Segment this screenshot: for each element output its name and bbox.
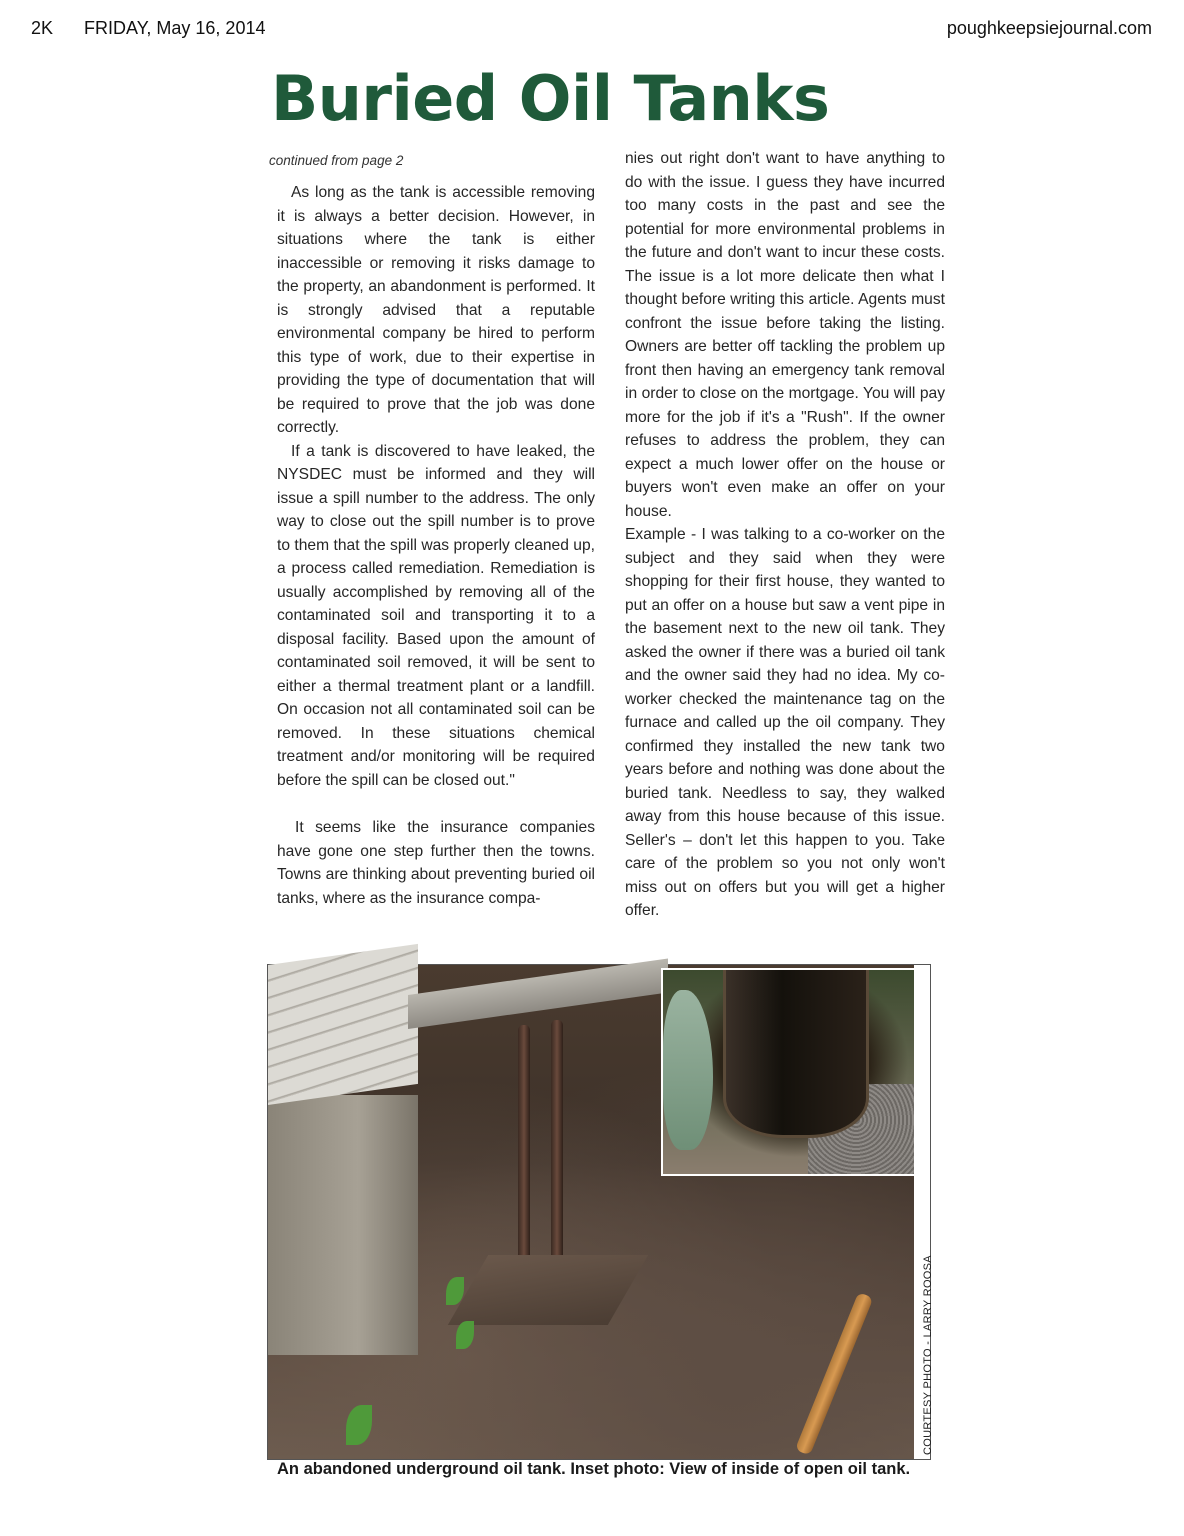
paragraph-accessible-tank: As long as the tank is accessible removing it is always a better decision. However, in situations where the tank is either inaccessible or removing it risks damage to the property, an abandonment is performed. It is strongly advised that a reputable environmental company be hired to perform this type of work, due to their expertise in providing the type of documentation that will be required to prove that the job was done correctly. bbox=[277, 184, 595, 436]
article-headline: Buried Oil Tanks bbox=[271, 62, 830, 135]
page-number: 2K bbox=[31, 18, 54, 38]
paragraph-insurance: It seems like the insurance companies have gone one step further then the towns. Towns are thinking about preventing buried oil tanks, where as the insurance compa- bbox=[277, 819, 595, 907]
article-column-1 bbox=[269, 147, 595, 910]
photo-credit: COURTESY PHOTO - LARRY ROOSA bbox=[922, 1255, 934, 1455]
plant-leaf bbox=[346, 1405, 372, 1445]
paragraph-example: Example - I was talking to a co-worker on the subject and they said when they were shopping for their first house, they wanted to put an offer on a house but saw a vent pipe in the basement next to the new oil tank. They asked the owner if there was a buried oil tank and the owner said they had no idea. My co-worker checked the maintenance tag on the furnace and called up the oil company. They confirmed they installed the new tank two years before and nothing was done about the buried tank. Needless to say, they walked away from this house because of this issue. Seller's – don't let this happen to you. Take care of the problem so you not only won't miss out on offers but you will get a higher offer. bbox=[625, 526, 945, 919]
site-url[interactable]: poughkeepsiejournal.com bbox=[946, 18, 1152, 38]
house-foundation bbox=[268, 1095, 418, 1355]
vent-pipe bbox=[518, 1025, 530, 1265]
inset-photo-tank-interior bbox=[661, 968, 930, 1176]
photo-caption: An abandoned underground oil tank. Inset photo: View of inside of open oil tank. bbox=[277, 1460, 911, 1478]
paragraph-insurance-continued: nies out right don't want to have anything to do with the issue. I guess they have incurred too many costs in the past and see the potential for more environmental problems in the future and don't want to incur these costs. The issue is a lot more delicate then what I thought before writing this article. Agents must confront the issue before taking the listing. Owners are better off tackling the problem up front then having an emergency tank removal in order to close on the mortgage. You will pay more for the job if it's a "Rush". If the owner refuses to address the problem, they can expect a much lower offer on the house or buyers won't even make an offer on your house. bbox=[625, 150, 945, 520]
inset-plant bbox=[663, 990, 713, 1150]
tank-top bbox=[448, 1255, 648, 1325]
photo-credit-strip bbox=[914, 965, 934, 1459]
paragraph-leak-remediation: If a tank is discovered to have leaked, the NYSDEC must be informed and they will issue a spill number to the address. The only way to close out the spill number is to prove to them that the spill was properly cleaned up, a process called remediation. Remediation is usually accomplished by removing all of the contaminated soil and transporting it to a disposal facility. Based upon the amount of contaminated soil removed, it will be sent to either a thermal treatment plant or a landfill. On occasion not all contaminated soil can be removed. In these situations chemical treatment and/or monitoring will be required before the spill can be closed out." bbox=[277, 442, 595, 789]
shovel-handle bbox=[795, 1292, 874, 1456]
continued-note: continued from page 2 bbox=[269, 153, 404, 168]
article-column-2 bbox=[625, 147, 945, 923]
house-siding bbox=[268, 944, 418, 1105]
inset-open-tank bbox=[723, 970, 869, 1138]
page-header-left bbox=[31, 18, 265, 39]
issue-date: FRIDAY, May 16, 2014 bbox=[84, 18, 266, 38]
plant-leaf bbox=[456, 1321, 474, 1349]
oil-tank-photo bbox=[267, 964, 934, 1460]
house-sill bbox=[408, 958, 668, 1029]
fill-pipe bbox=[551, 1020, 563, 1260]
